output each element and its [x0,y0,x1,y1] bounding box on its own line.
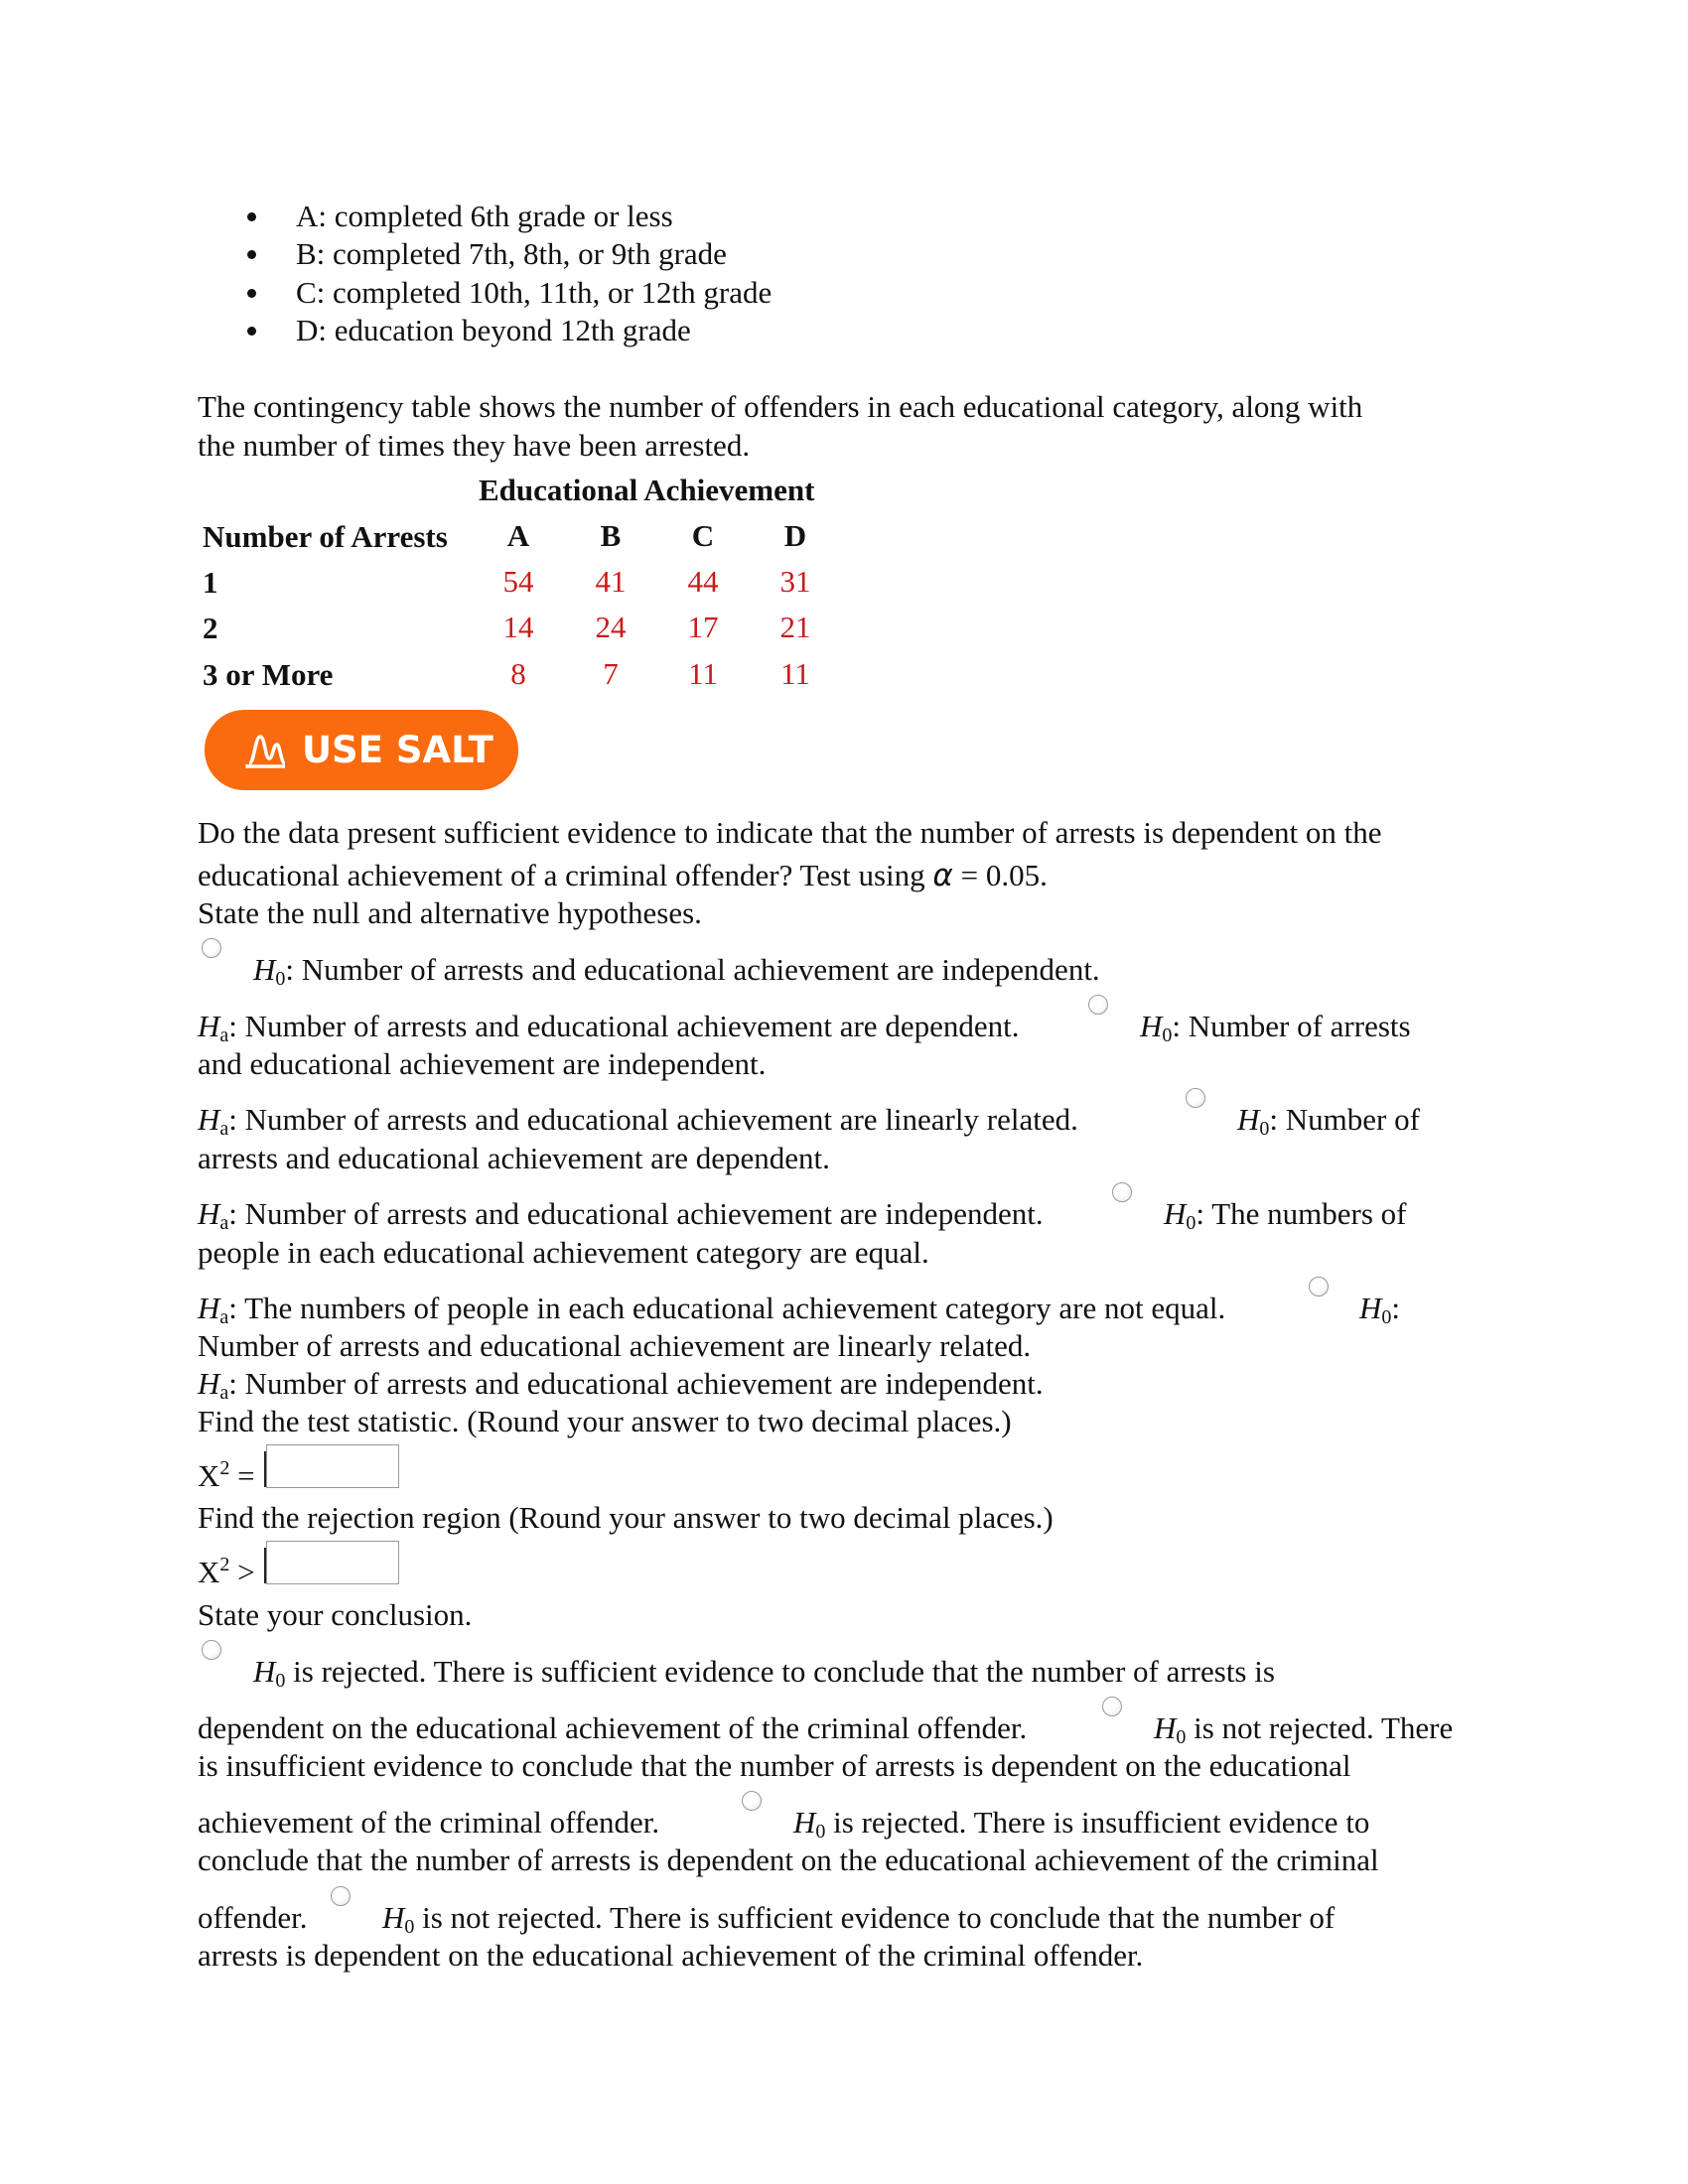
option-text: $H_a$: Number of arrests and educational achievement are independent. [198,1196,1044,1234]
option-text: dependent on the educational achievement of the criminal offender. [198,1710,1028,1745]
conclusion-radio-3[interactable] [742,1791,762,1811]
table-cell: 21 [779,610,811,644]
column-header: A [506,518,530,553]
table-cell: 24 [595,610,627,644]
table-cell: 44 [687,564,719,599]
intro-line: The contingency table shows the number of offenders in each educational category, along with [198,389,1363,424]
table-cell: 14 [502,610,534,644]
conclusion-radio-2[interactable] [1102,1697,1122,1716]
option-text: achievement of the criminal offender. [198,1805,660,1840]
option-text: Number of arrests and educational achievement are linearly related. [198,1328,1032,1363]
table-cell: 41 [595,564,627,599]
table-cell: 11 [688,656,718,691]
hypothesis-radio-5[interactable] [1309,1277,1329,1297]
option-text: and educational achievement are independent. [198,1046,767,1081]
option-text: $H_0$: Number of arrests and educational achievement are independent. [253,952,1100,990]
column-header: D [783,518,807,553]
row-label: 1 [203,565,218,600]
row-header: Number of Arrests [203,519,448,554]
chi-square-label: $X^2$ = [198,1457,255,1493]
rejection-region-input[interactable] [266,1541,399,1584]
option-text: $H_a$: Number of arrests and educational achievement are independent. [198,1366,1044,1404]
test-statistic-input[interactable] [266,1444,399,1488]
bullet [247,212,256,221]
table-cell: 11 [780,656,810,691]
row-label: 2 [203,611,218,645]
option-text: $H_0$: Number of [1237,1102,1420,1140]
use-salt-button[interactable] [205,710,518,790]
question-line: educational achievement of a criminal offender? Test using α = 0.05. [198,858,1048,893]
option-text: $H_0$: The numbers of [1164,1196,1407,1234]
rejection-region-prompt: Find the rejection region (Round your answer to two decimal places.) [198,1500,1054,1535]
option-text: arrests is dependent on the educational achievement of the criminal offender. [198,1938,1144,1973]
category-item: C: completed 10th, 11th, or 12th grade [296,275,773,310]
conclusion-prompt: State your conclusion. [198,1597,473,1632]
salt-chart-icon [244,731,288,770]
option-text: people in each educational achievement category are equal. [198,1235,929,1270]
chi-square-label: $X^2$ > [198,1554,255,1589]
bullet [247,327,256,336]
table-cell: 17 [687,610,719,644]
hypothesis-radio-3[interactable] [1186,1088,1205,1108]
option-text: offender. [198,1900,308,1935]
use-salt-label: USE SALT [302,729,493,771]
table-cell: 31 [779,564,811,599]
conclusion-radio-4[interactable] [331,1886,351,1906]
option-text: $H_0$ is not rejected. There [1154,1710,1454,1748]
category-item: D: education beyond 12th grade [296,313,691,347]
option-text: conclude that the number of arrests is dependent on the educational achievement of the criminal [198,1843,1379,1877]
table-title: Educational Achievement [479,473,815,507]
alpha-symbol: α [932,858,953,893]
option-text: $H_0$: Number of arrests [1140,1009,1411,1046]
option-text: $H_0$: [1359,1291,1401,1328]
option-text: $H_a$: The numbers of people in each educational achievement category are not equal. [198,1291,1226,1328]
test-statistic-prompt: Find the test statistic. (Round your answer to two decimal places.) [198,1404,1012,1438]
category-item: B: completed 7th, 8th, or 9th grade [296,236,727,271]
row-label: 3 or More [203,657,334,692]
category-item: A: completed 6th grade or less [296,199,673,233]
hypothesis-radio-1[interactable] [202,938,221,958]
hypotheses-prompt: State the null and alternative hypotheses. [198,895,702,930]
intro-line: the number of times they have been arrested. [198,428,751,463]
option-text: arrests and educational achievement are dependent. [198,1141,830,1175]
hypothesis-radio-2[interactable] [1088,995,1108,1015]
conclusion-radio-1[interactable] [202,1640,221,1660]
column-header: B [600,518,622,553]
bullet [247,289,256,298]
option-text: $H_0$ is not rejected. There is sufficient evidence to conclude that the number of [382,1900,1336,1938]
question-line: Do the data present sufficient evidence to indicate that the number of arrests is dependent on the [198,815,1382,850]
option-text: $H_a$: Number of arrests and educational achievement are linearly related. [198,1102,1078,1140]
table-cell: 8 [510,656,526,691]
hypothesis-radio-4[interactable] [1112,1182,1132,1202]
column-header: C [691,518,715,553]
option-text: is insufficient evidence to conclude that the number of arrests is dependent on the educational [198,1748,1351,1783]
option-text: $H_a$: Number of arrests and educational achievement are dependent. [198,1009,1020,1046]
table-cell: 7 [603,656,619,691]
table-cell: 54 [502,564,534,599]
option-text: $H_0$ is rejected. There is insufficient evidence to [793,1805,1370,1843]
option-text: $H_0$ is rejected. There is sufficient evidence to conclude that the number of arrests is [253,1654,1275,1692]
bullet [247,250,256,259]
